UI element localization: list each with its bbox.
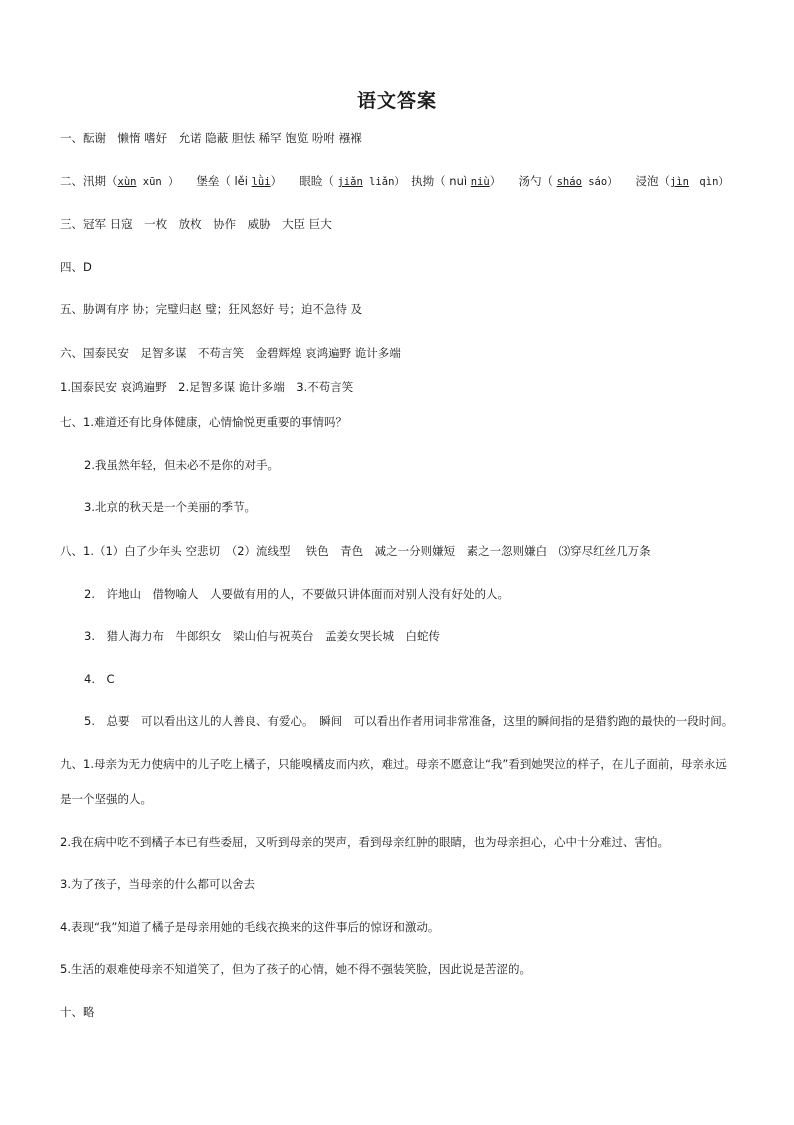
word-3: 眼睑（ xyxy=(276,174,338,188)
pinyin-choice-4: niù xyxy=(470,176,490,188)
answer-4: 四、D xyxy=(60,260,92,274)
answer-3: 三、冠军 日寇 一枚 放枚 协作 威胁 大臣 巨大 xyxy=(60,217,332,231)
answer-7-1: 七、1.难道还有比身体健康，心情愉悦更重要的事情吗？ xyxy=(60,415,347,429)
answer-2 xyxy=(60,173,729,190)
answer-8-4: 4. C xyxy=(84,672,115,686)
word-5: 汤勺（ xyxy=(495,174,557,188)
pinyin-choice-2: lǜi xyxy=(251,176,271,188)
pinyin-choice-3: jiǎn xyxy=(337,176,363,188)
answer-5: 五、胁调有序 协；完璧归赵 璧；狂风怒好 号；迫不急待 及 xyxy=(60,302,363,316)
answer-6: 六、国泰民安 足智多谋 不苟言笑 金碧辉煌 哀鸿遍野 诡计多端 xyxy=(60,346,401,360)
answer-8-1: 八、1.（1）白了少年头 空悲切 （2）流线型 铁色 青色 减之一分则嫌短 素之一忽则嫌白 ⑶穿尽红丝几万条 xyxy=(60,544,651,558)
page-title: 语文答案 xyxy=(356,90,437,112)
pinyin-choice-5: sháo xyxy=(556,176,582,188)
answer-9-2: 2.我在病中吃不到橘子本已有些委屈，又听到母亲的哭声，看到母亲红肿的眼睛，也为母亲担心，心中十分难过、害怕。 xyxy=(60,835,669,849)
pinyin-choice-1: xùn xyxy=(117,176,137,188)
pinyin-alt-3: liǎn） xyxy=(362,176,400,188)
word-4: 执拗（ nuì xyxy=(399,174,471,188)
answer-9-4: 4.表现“我”知道了橘子是母亲用她的毛线衣换来的这件事后的惊讶和激动。 xyxy=(60,920,440,934)
answer-8-3: 3. 猎人海力布 牛郎织女 梁山伯与祝英台 孟姜女哭长城 白蛇传 xyxy=(84,629,440,643)
answer-8-2: 2. 许地山 借物喻人 人要做有用的人，不要做只讲体面而对别人没有好处的人。 xyxy=(84,587,509,601)
answer-1: 一、酝谢 懒惰 嗜好 允诺 隐蔽 胆怯 稀罕 饱览 吩咐 襁褓 xyxy=(60,131,362,145)
answer-9-1-cont: 是一个坚强的人。 xyxy=(60,792,152,806)
answer-9-5: 5.生活的艰难使母亲不知道笑了，但为了孩子的心情，她不得不强装笑脸，因此说是苦涩的。 xyxy=(60,962,531,976)
answer-7-3: 3.北京的秋天是一个美丽的季节。 xyxy=(84,500,256,514)
answer-9-3: 3.为了孩子，当母亲的什么都可以舍去 xyxy=(60,877,255,891)
answer-10: 十、略 xyxy=(60,1005,95,1019)
pinyin-alt-1: xūn ） xyxy=(136,176,174,188)
answer-7-2: 2.我虽然年轻，但未必不是你的对手。 xyxy=(84,458,279,472)
pinyin-alt-5: sáo） xyxy=(581,176,613,188)
pinyin-alt-2: ） xyxy=(270,174,277,188)
pinyin-alt-4: ） xyxy=(489,174,496,188)
word-6: 浸泡（ xyxy=(612,174,670,188)
answer-9-1: 九、1.母亲为无力使病中的儿子吃上橘子，只能嗅橘皮而内疚，难过。母亲不愿意让“我”看到她哭泣的样子，在儿子面前，母亲永远 xyxy=(60,757,727,771)
answer-8-5: 5. 总要 可以看出这儿的人善良、有爱心。 瞬间 可以看出作者用词非常准备，这里的瞬间指的是猎豹跑的最快的一段时间。 xyxy=(84,714,734,728)
pinyin-alt-6: qìn） xyxy=(688,176,729,188)
answer-2-prefix: 二、汛期（ xyxy=(60,174,118,188)
word-2: 堡垒（ lěi xyxy=(173,174,252,188)
pinyin-choice-6: jìn xyxy=(669,176,689,188)
answer-6-sub: 1.国泰民安 哀鸿遍野 2.足智多谋 诡计多端 3.不苟言笑 xyxy=(60,380,354,394)
